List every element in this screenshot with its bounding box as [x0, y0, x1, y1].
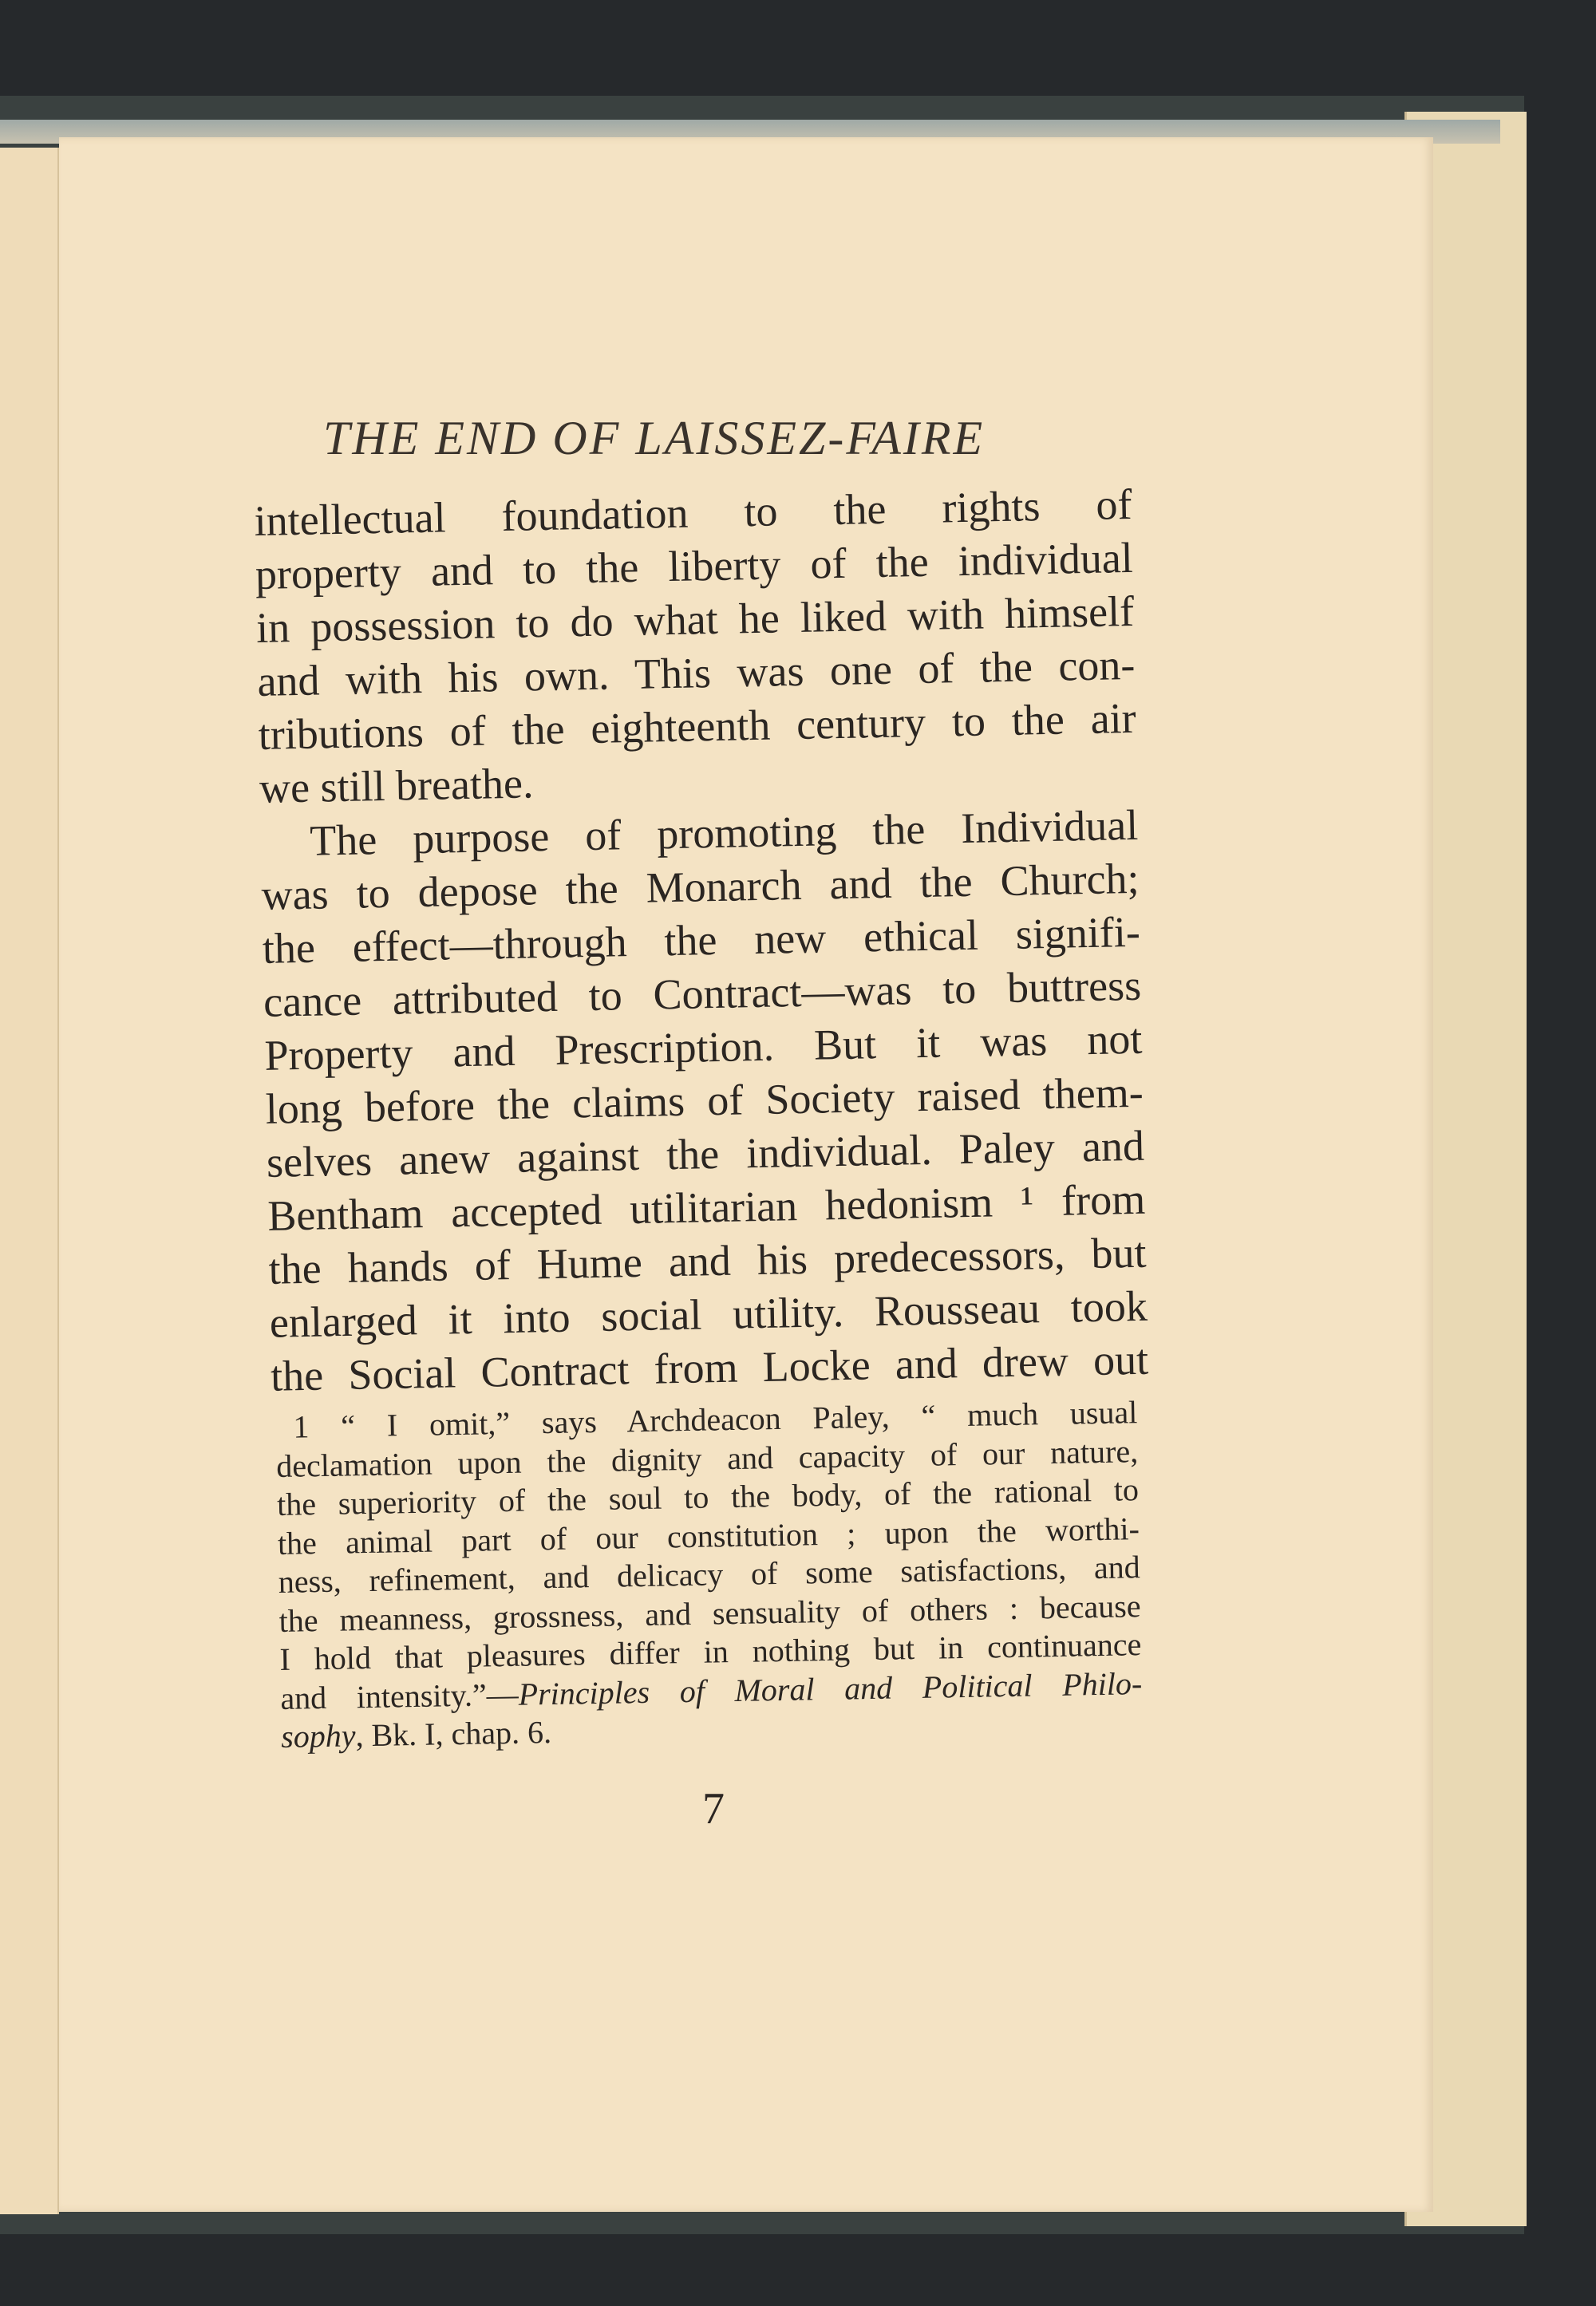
footnote-line: the animal part of our constitution ; upon the worthi- — [277, 1510, 1140, 1562]
body-line: long before the claims of Society raised them- — [265, 1068, 1144, 1133]
body-line: the Social Contract from Locke and drew out — [270, 1335, 1149, 1400]
book-title-italic: Principles of Moral and Political Philo- — [518, 1664, 1143, 1712]
footnote-line: the superiority of the soul to the body, of the rational to — [276, 1471, 1140, 1522]
footnote-text: , Bk. I, chap. 6. — [355, 1714, 552, 1754]
body-line: The purpose of promoting the Individual — [309, 800, 1139, 865]
body-line: and with his own. This was one of the con- — [256, 640, 1136, 705]
footnote-line: ness, refinement, and delicacy of some satisfactions, and — [278, 1549, 1141, 1600]
footnote-text: and intensity.”— — [279, 1676, 519, 1716]
left-page-edge — [0, 148, 59, 2214]
body-line: the effect—through the new ethical signifi- — [262, 907, 1141, 973]
page-number: 7 — [702, 1784, 725, 1834]
body-line: Property and Prescription. But it was not — [263, 1014, 1143, 1080]
footnote — [275, 1393, 1143, 1756]
body-text — [254, 478, 1149, 1404]
footnote-line: I hold that pleasures differ in nothing but in continuance — [279, 1626, 1142, 1677]
footnote-line: the meanness, grossness, and sensuality of others : because — [279, 1587, 1141, 1639]
body-line: enlarged it into social utility. Rousseau took — [269, 1281, 1148, 1347]
body-line: cance attributed to Contract—was to buttress — [263, 961, 1142, 1026]
body-line: was to depose the Monarch and the Church; — [261, 854, 1140, 919]
body-line: intellectual foundation to the rights of — [254, 480, 1133, 545]
body-line: property and to the liberty of the individual — [255, 533, 1134, 598]
book-title-italic: sophy — [280, 1717, 356, 1755]
body-line: Bentham accepted utilitarian hedonism ¹ from — [267, 1175, 1146, 1240]
footnote-line: declamation upon the dignity and capacity of our nature, — [275, 1432, 1139, 1484]
running-head: THE END OF LAISSEZ-FAIRE — [323, 412, 986, 464]
body-line: we still breathe. — [259, 759, 534, 812]
body-line: in possession to do what he liked with himself — [255, 586, 1135, 652]
body-line: selves anew against the individual. Paley and — [266, 1121, 1145, 1187]
footnote-line: 1 “ I omit,” says Archdeacon Paley, “ much usual — [293, 1394, 1138, 1445]
body-line: tributions of the eighteenth century to the air — [258, 693, 1137, 759]
body-line: the hands of Hume and his predecessors, but — [268, 1228, 1148, 1293]
